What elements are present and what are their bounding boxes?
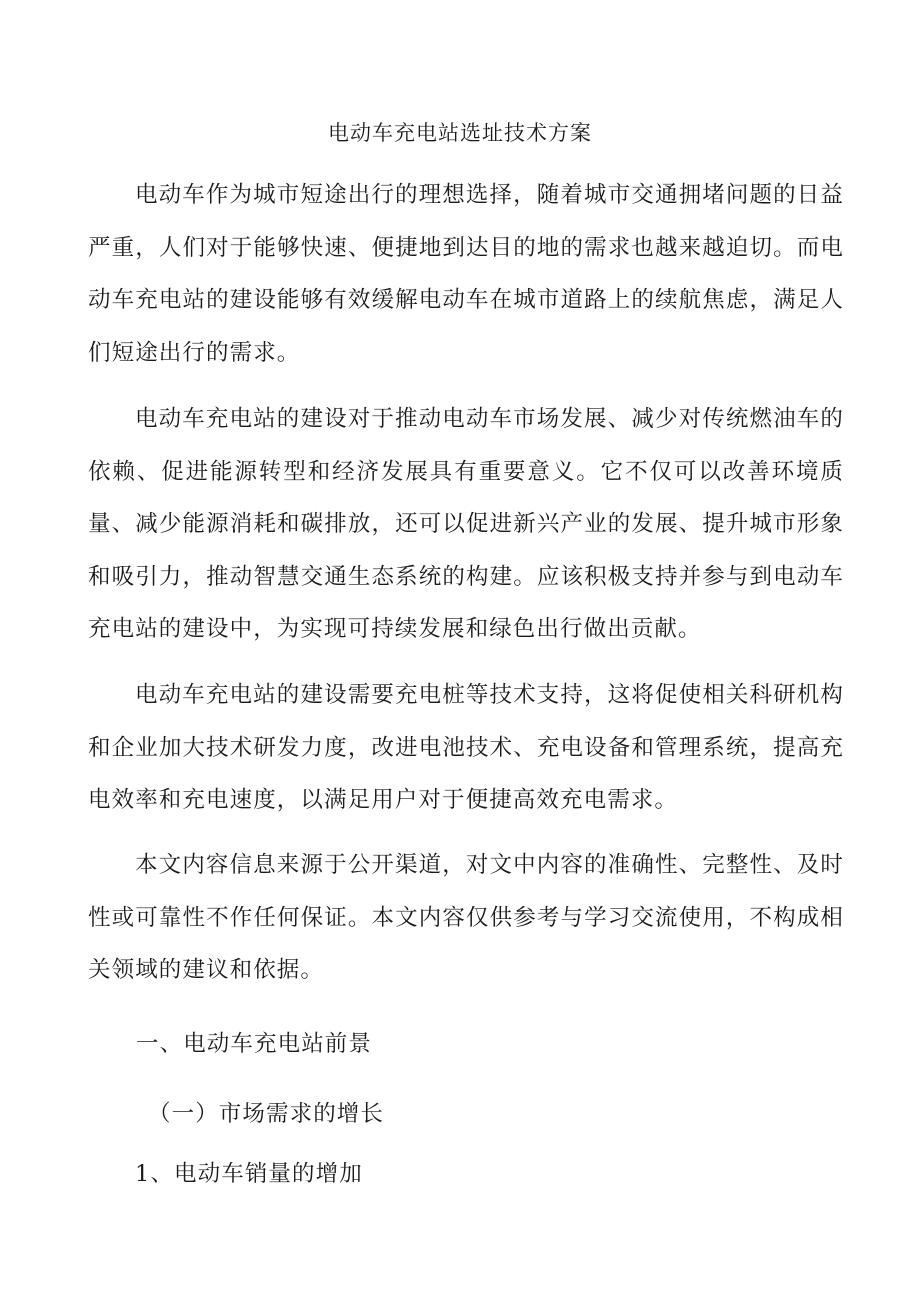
disclaimer-paragraph: 本文内容信息来源于公开渠道，对文中内容的准确性、完整性、及时性或可靠性不作任何保证。本文内容仅供参考与学习交流使用，不构成相关领域的建议和依据。: [88, 852, 844, 983]
intro-paragraph: 电动车作为城市短途出行的理想选择，随着城市交通拥堵问题的日益严重，人们对于能够快速、便捷地到达目的地的需求也越来越迫切。而电动车充电站的建设能够有效缓解电动车在城市道路上的续航焦虑，满足人们短途出行的需求。: [88, 182, 844, 366]
section-heading: 一、电动车充电站前景: [136, 1031, 373, 1057]
document-title: 电动车充电站选址技术方案: [328, 121, 592, 145]
item-heading: 1、电动车销量的增加: [135, 1161, 363, 1187]
subsection-heading: （一）市场需求的增长: [148, 1101, 385, 1127]
significance-paragraph: 电动车充电站的建设对于推动电动车市场发展、减少对传统燃油车的依赖、促进能源转型和经济发展具有重要意义。它不仅可以改善环境质量、减少能源消耗和碳排放，还可以促进新兴产业的发展、提升城市形象和吸引力，推动智慧交通生态系统的构建。应该积极支持并参与到电动车充电站的建设中，为实现可持续发展和绿色出行做出贡献。: [88, 406, 844, 642]
technology-paragraph: 电动车充电站的建设需要充电桩等技术支持，这将促使相关科研机构和企业加大技术研发力度，改进电池技术、充电设备和管理系统，提高充电效率和充电速度，以满足用户对于便捷高效充电需求。: [88, 682, 844, 813]
